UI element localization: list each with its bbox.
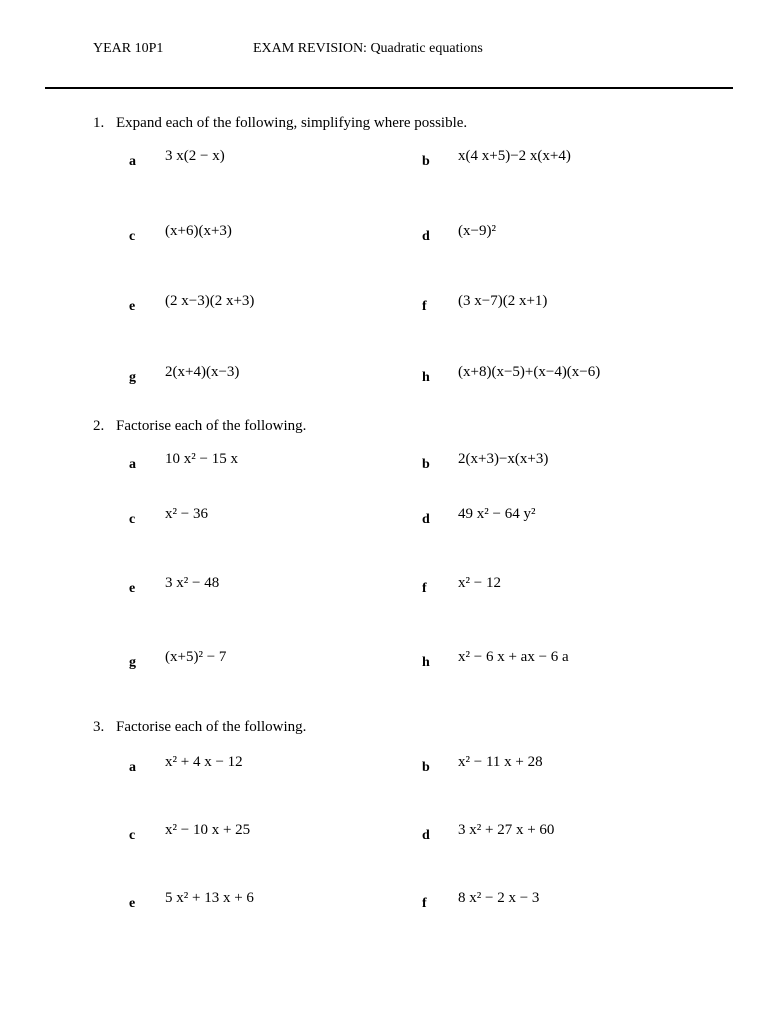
class-code: YEAR 10P1 (93, 41, 164, 56)
question-part (129, 364, 429, 388)
math-expression: 3 x(2 − x) (165, 148, 225, 164)
question-instruction: Expand each of the following, simplifying where possible. (116, 115, 468, 131)
question-part (422, 822, 722, 846)
math-expression: x² + 4 x − 12 (165, 754, 243, 770)
part-letter: b (422, 154, 430, 169)
part-letter: a (129, 154, 136, 169)
math-expression: 3 x² + 27 x + 60 (458, 822, 555, 838)
header-divider (45, 87, 733, 89)
question-part (129, 506, 429, 530)
part-letter: e (129, 581, 136, 596)
question-part (129, 148, 429, 172)
math-expression: 5 x² + 13 x + 6 (165, 890, 254, 906)
part-letter: f (422, 896, 427, 911)
part-letter: g (129, 370, 136, 385)
math-expression: x² − 36 (165, 506, 208, 522)
part-letter: d (422, 828, 430, 843)
math-expression: 8 x² − 2 x − 3 (458, 890, 540, 906)
part-letter: d (422, 512, 430, 527)
math-expression: x² − 6 x + ax − 6 a (458, 649, 569, 665)
part-letter: f (422, 581, 427, 596)
math-expression: (2 x−3)(2 x+3) (165, 293, 255, 309)
question-number: 2. (93, 418, 105, 434)
question-part (422, 148, 722, 172)
part-letter: b (422, 760, 430, 775)
question-part (129, 223, 429, 247)
question-number: 3. (93, 719, 105, 735)
question-part (422, 506, 722, 530)
part-letter: e (129, 896, 136, 911)
math-expression: (x−9)² (458, 223, 496, 239)
question-heading (93, 719, 306, 736)
part-letter: g (129, 655, 136, 670)
math-expression: (x+8)(x−5)+(x−4)(x−6) (458, 364, 601, 380)
question-part (129, 754, 429, 778)
math-expression: (3 x−7)(2 x+1) (458, 293, 548, 309)
question-part (422, 575, 722, 599)
part-letter: b (422, 457, 430, 472)
math-expression: (x+5)² − 7 (165, 649, 227, 665)
page-header (0, 41, 768, 61)
part-letter: a (129, 760, 136, 775)
question-part (129, 649, 429, 673)
question-part (129, 575, 429, 599)
part-letter: d (422, 229, 430, 244)
question-part (422, 754, 722, 778)
question-part (422, 890, 722, 914)
question-part (422, 223, 722, 247)
math-expression: x² − 10 x + 25 (165, 822, 251, 838)
part-letter: h (422, 370, 430, 385)
question-instruction: Factorise each of the following. (116, 418, 307, 434)
math-expression: 49 x² − 64 y² (458, 506, 536, 522)
part-letter: c (129, 828, 136, 843)
math-expression: (x+6)(x+3) (165, 223, 232, 239)
question-instruction: Factorise each of the following. (116, 719, 307, 735)
question-part (422, 451, 722, 475)
part-letter: c (129, 229, 136, 244)
math-expression: x² − 11 x + 28 (458, 754, 543, 770)
math-expression: x(4 x+5)−2 x(x+4) (458, 148, 571, 164)
part-letter: e (129, 299, 136, 314)
part-letter: c (129, 512, 136, 527)
worksheet-title: EXAM REVISION: Quadratic equations (253, 41, 483, 56)
question-heading (93, 115, 467, 132)
question-heading (93, 418, 306, 435)
part-letter: f (422, 299, 427, 314)
math-expression: 10 x² − 15 x (165, 451, 238, 467)
math-expression: x² − 12 (458, 575, 501, 591)
question-part (129, 451, 429, 475)
math-expression: 2(x+3)−x(x+3) (458, 451, 549, 467)
question-part (129, 890, 429, 914)
part-letter: a (129, 457, 136, 472)
question-part (422, 293, 722, 317)
question-part (422, 649, 722, 673)
question-part (422, 364, 722, 388)
question-part (129, 293, 429, 317)
question-number: 1. (93, 115, 105, 131)
math-expression: 2(x+4)(x−3) (165, 364, 240, 380)
math-expression: 3 x² − 48 (165, 575, 220, 591)
part-letter: h (422, 655, 430, 670)
question-part (129, 822, 429, 846)
